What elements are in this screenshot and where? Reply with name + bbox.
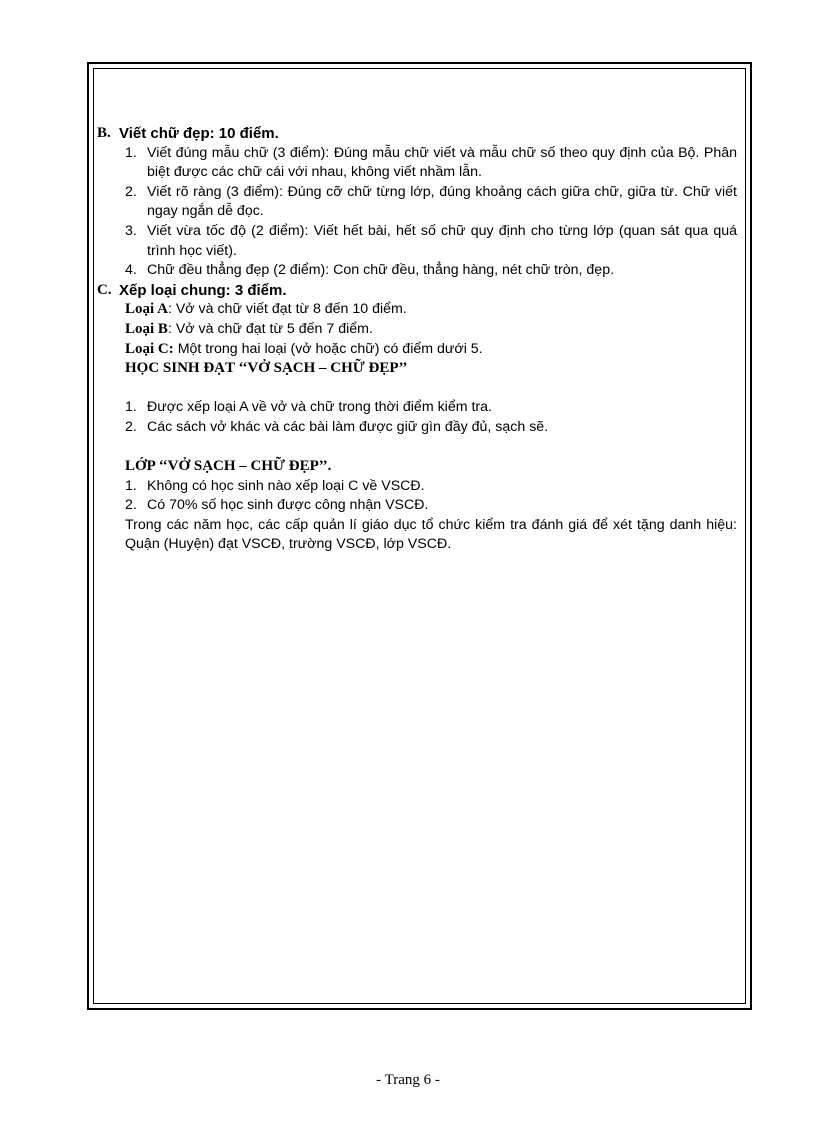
- loai-label: Loại C:: [125, 340, 174, 357]
- loai-text: : Vở và chữ đạt từ 5 đến 7 điểm.: [167, 320, 373, 337]
- closing-paragraph: Trong các năm học, các cấp quản lí giáo dục tổ chức kiểm tra đánh giá để xét tặng danh hiệu: Quận (Huyện) đạt VSCĐ, trường VSCĐ, lớp VSCĐ.: [125, 516, 737, 553]
- loai-c-line: [97, 340, 737, 360]
- section-b-title: Viết chữ đẹp: 10 điểm.: [119, 125, 279, 142]
- list-item: [97, 144, 737, 183]
- section-b-letter: B.: [97, 125, 111, 141]
- item-number: 4.: [125, 262, 137, 279]
- item-number: 1.: [125, 144, 137, 161]
- list-item: [97, 477, 737, 497]
- spacer: [97, 438, 737, 458]
- item-text: Các sách vở khác và các bài làm được giữ gìn đầy đủ, sạch sẽ.: [147, 418, 549, 435]
- loai-a-line: [97, 300, 737, 320]
- page-border: [87, 62, 752, 1010]
- section-b-list: [97, 144, 737, 281]
- hocsinh-heading: HỌC SINH ĐẠT ‘‘VỞ SẠCH – CHỮ ĐẸP’’: [125, 360, 408, 377]
- section-c-heading: [97, 281, 737, 301]
- list-item: [97, 261, 737, 281]
- item-number: 2.: [125, 418, 137, 435]
- list-item: [97, 222, 737, 261]
- item-text: Không có học sinh nào xếp loại C về VSCĐ.: [147, 477, 425, 494]
- lop-heading: LỚP ‘‘VỞ SẠCH – CHỮ ĐẸP’’.: [125, 458, 332, 475]
- item-number: 1.: [125, 399, 137, 416]
- loai-label: Loại B: [125, 320, 168, 337]
- loai-label: Loại A: [125, 301, 168, 318]
- item-number: 1.: [125, 477, 137, 494]
- page-number: - Trang 6 -: [376, 1072, 440, 1088]
- item-text: Được xếp loại A về vở và chữ trong thời điểm kiểm tra.: [147, 399, 492, 416]
- list-item: [97, 418, 737, 438]
- list-item: [97, 496, 737, 516]
- item-text: Chữ đều thẳng đẹp (2 điểm): Con chữ đều, thẳng hàng, nét chữ tròn, đẹp.: [147, 262, 615, 279]
- item-text: Có 70% số học sinh được công nhận VSCĐ.: [147, 497, 429, 514]
- item-number: 2.: [125, 497, 137, 514]
- item-number: 3.: [125, 222, 137, 239]
- item-text: Viết vừa tốc độ (2 điểm): Viết hết bài, hết số chữ quy định cho từng lớp (quan sát qua quá trình học viết).: [147, 222, 737, 259]
- loai-text: : Vở và chữ viết đạt từ 8 đến 10 điểm.: [167, 301, 407, 318]
- list-item: [97, 398, 737, 418]
- item-number: 2.: [125, 183, 137, 200]
- lop-list: [97, 477, 737, 516]
- section-c-title: Xếp loại chung: 3 điểm.: [119, 281, 287, 299]
- section-b-heading: [97, 124, 737, 144]
- section-c-letter: C.: [97, 281, 112, 298]
- document-body: [97, 124, 737, 555]
- list-item: [97, 183, 737, 222]
- item-text: Viết đúng mẫu chữ (3 điểm): Đúng mẫu chữ viết và mẫu chữ số theo quy định của Bộ. Phân biệt được các chữ cái với nhau, không viết nhầm lẫn.: [147, 144, 737, 181]
- loai-text: Một trong hai loại (vở hoặc chữ) có điểm dưới 5.: [173, 340, 483, 357]
- loai-b-line: [97, 320, 737, 340]
- item-text: Viết rõ ràng (3 điểm): Đúng cỡ chữ từng lớp, đúng khoảng cách giữa chữ, giữa từ. Chữ viết ngay ngắn dễ đọc.: [147, 183, 737, 220]
- hocsinh-list: [97, 398, 737, 437]
- spacer: [97, 379, 737, 399]
